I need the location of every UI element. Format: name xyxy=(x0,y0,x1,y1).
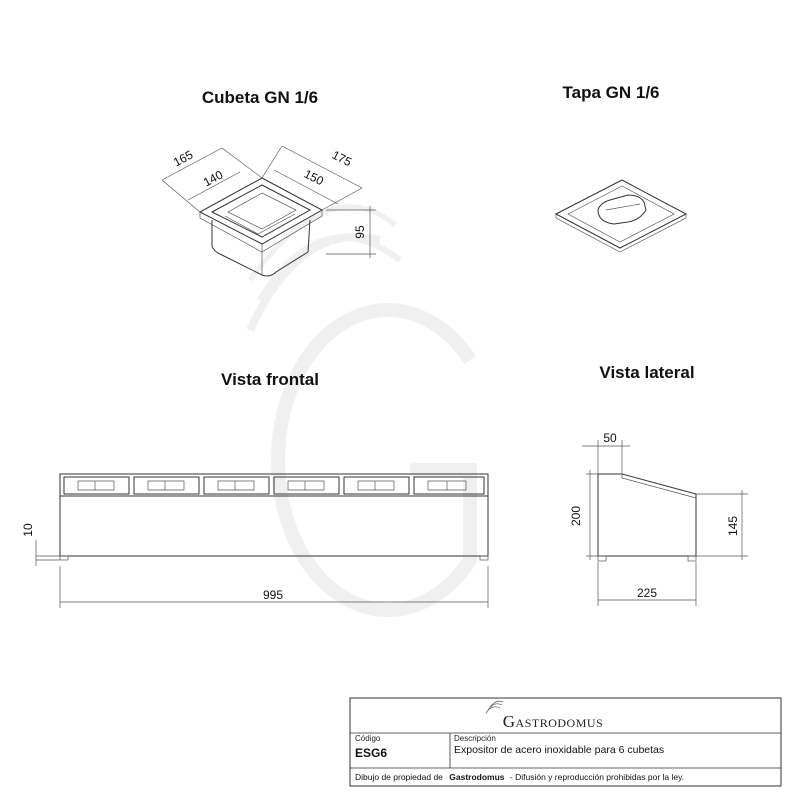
logo-text: Gastrodomus xyxy=(502,712,604,731)
frontal-title: Vista frontal xyxy=(221,370,319,389)
cubeta-title: Cubeta GN 1/6 xyxy=(201,88,319,107)
dim-140: 140 xyxy=(200,167,226,190)
dim-165: 165 xyxy=(170,147,196,170)
gastrodomus-logo-icon xyxy=(486,701,503,713)
dim-995: 995 xyxy=(262,588,284,602)
lateral-title: Vista lateral xyxy=(599,363,695,382)
frontal-drawing xyxy=(21,474,488,608)
lateral-drawing xyxy=(569,431,748,606)
codigo-label: Código xyxy=(355,734,381,743)
footer-prefix: Dibujo de propiedad de xyxy=(355,772,443,782)
tapa-drawing xyxy=(556,180,686,252)
dim-200: 200 xyxy=(569,505,583,527)
dim-50: 50 xyxy=(603,431,617,445)
dim-145: 145 xyxy=(726,515,740,537)
descripcion-value: Expositor de acero inoxidable para 6 cubetas xyxy=(454,744,665,756)
footer-brand: Gastrodomus xyxy=(449,772,505,782)
dim-175: 175 xyxy=(329,147,354,170)
footer-suffix: - Difusión y reproducción prohibidas por la ley. xyxy=(509,772,685,782)
tapa-title: Tapa GN 1/6 xyxy=(562,83,660,102)
dim-95: 95 xyxy=(353,225,367,239)
dim-10: 10 xyxy=(21,523,35,537)
footer-notice xyxy=(355,772,684,782)
codigo-value: ESG6 xyxy=(355,746,388,760)
frontal-slots xyxy=(64,477,484,494)
title-block xyxy=(350,698,781,786)
descripcion-label: Descripción xyxy=(454,734,496,743)
dim-150: 150 xyxy=(301,166,326,189)
dim-225: 225 xyxy=(636,586,658,600)
